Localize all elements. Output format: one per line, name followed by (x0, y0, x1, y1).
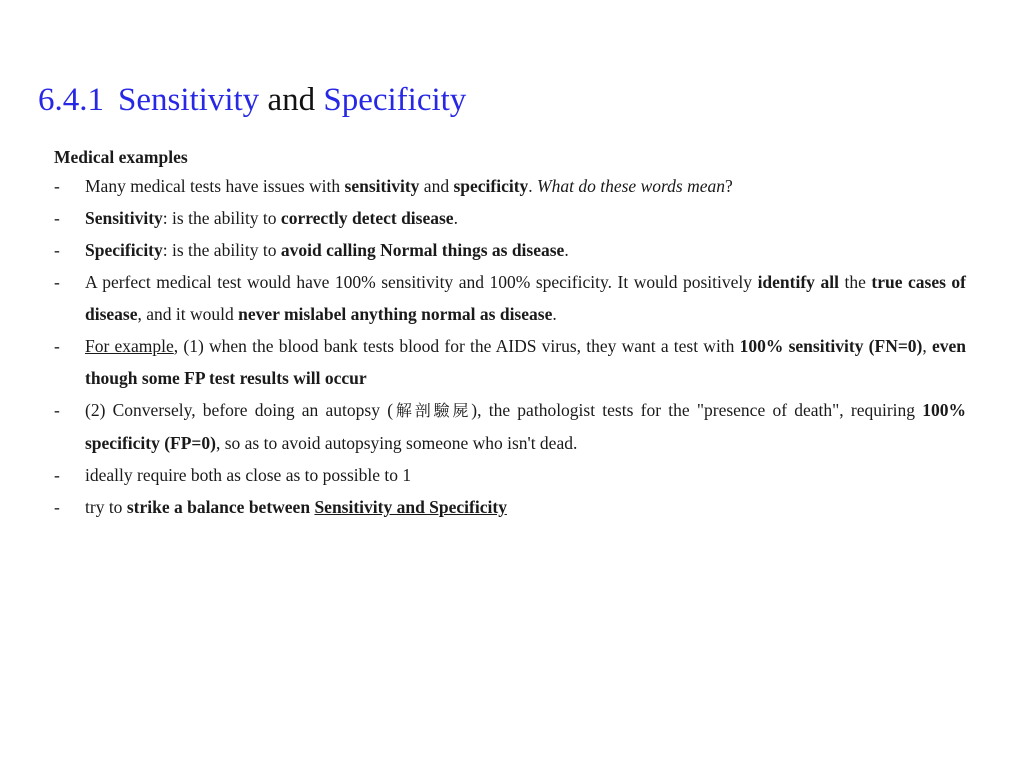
bullet-item (54, 234, 966, 266)
bullet-item (54, 266, 966, 330)
bullet-dash: - (54, 272, 60, 292)
bullet-item (54, 202, 966, 234)
bullet-text: try to strike a balance between Sensitivity and Specificity (85, 497, 507, 517)
bullet-dash: - (54, 176, 60, 196)
title-specificity: Specificity (323, 82, 467, 118)
bullet-item (54, 170, 966, 202)
bullet-text: Specificity: is the ability to avoid calling Normal things as disease. (85, 240, 569, 260)
bullet-dash: - (54, 400, 60, 420)
bullet-text: For example, (1) when the blood bank tests blood for the AIDS virus, they want a test with 100% sensitivity (FN=0), even though some FP test results will occur (85, 336, 967, 388)
bullet-item (54, 330, 966, 394)
slide-title (38, 80, 466, 120)
bullet-item (54, 459, 966, 491)
bullet-text: Many medical tests have issues with sensitivity and specificity. What do these words mean? (85, 176, 733, 196)
bullet-item (54, 491, 966, 523)
section-heading: Medical examples (54, 147, 188, 167)
bullet-text: (2) Conversely, before doing an autopsy (解剖驗屍), the pathologist tests for the "presence of death", requiring 100% specificity (FP=0), so as to avoid autopsying someone who isn't dead. (85, 400, 967, 453)
title-sensitivity: Sensitivity (118, 82, 260, 118)
bullet-item (54, 394, 966, 459)
slide-content (54, 144, 966, 523)
bullet-dash: - (54, 240, 60, 260)
bullet-text: Sensitivity: is the ability to correctly detect disease. (85, 208, 458, 228)
bullet-text: ideally require both as close as to possible to 1 (85, 465, 412, 485)
bullet-dash: - (54, 336, 60, 356)
bullet-dash: - (54, 465, 60, 485)
bullet-dash: - (54, 208, 60, 228)
section-number: 6.4.1 (38, 82, 104, 118)
bullet-dash: - (54, 497, 60, 517)
bullet-text: A perfect medical test would have 100% sensitivity and 100% specificity. It would positively identify all the true cases of disease, and it would never mislabel anything normal as disease. (85, 272, 967, 324)
title-and: and (267, 82, 316, 118)
